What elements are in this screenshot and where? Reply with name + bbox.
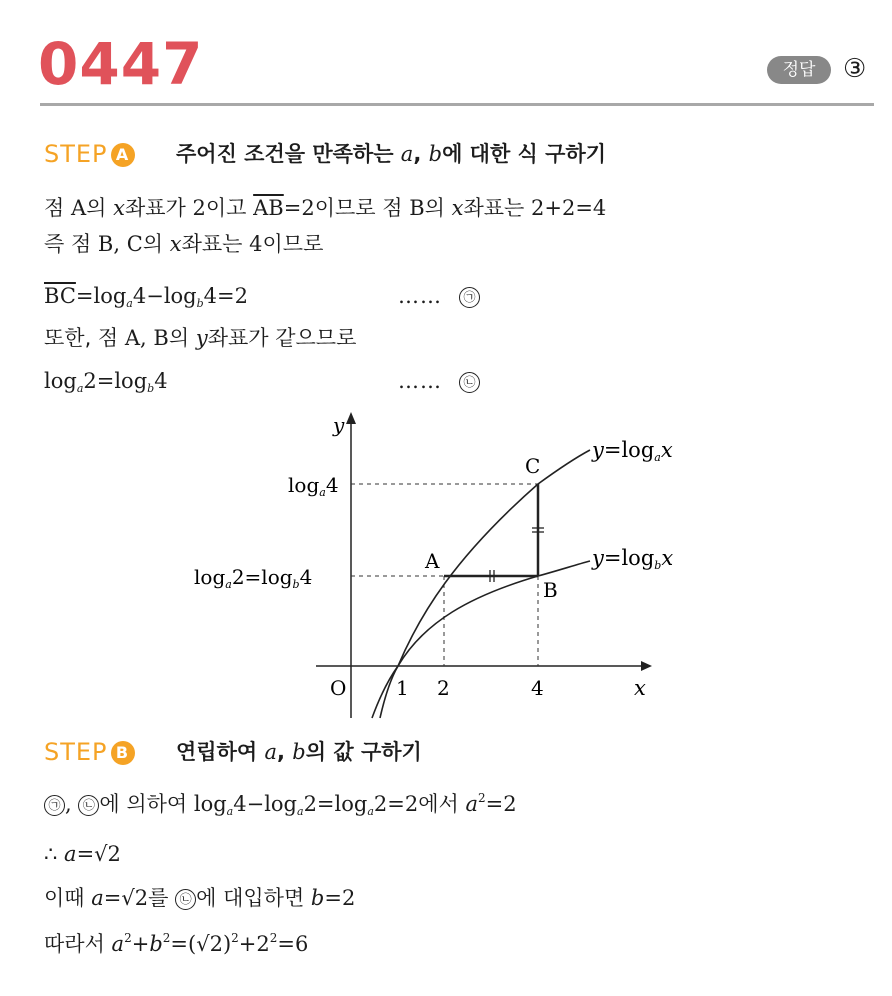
ylabel-mid: $\log_a2=\log_b4$ <box>194 565 313 591</box>
step-b-line-1: ㉠ , ㉡ 에 의하여 loga4−loga2=loga2=2에서 $a^2=2$ <box>44 788 517 824</box>
step-b-title: 연립하여 a, b의 값 구하기 <box>176 740 422 764</box>
ylabel-log-a-4: $\log_a4$ <box>288 473 339 499</box>
y-axis-label: y <box>333 413 345 437</box>
answer-choice: ③ <box>843 54 867 84</box>
origin-label: O <box>330 676 347 700</box>
step-a-line-2: 즉 점 B, C의 x좌표는 4이므로 <box>44 232 324 256</box>
step-a-line-5: loga2=logb4 <box>44 369 168 395</box>
step-b-line-3: 이때 a=√2를 ㉡ 에 대입하면 b=2 <box>44 886 356 910</box>
ref-circle-b: ㉡ <box>459 372 480 393</box>
step-b-line-2: ∴ a=√2 <box>44 842 121 866</box>
tick-label-1: 1 <box>396 676 409 700</box>
header-divider <box>40 103 874 106</box>
step-b-line-4: 따라서 $a^2+b^2=(√2)^2+2^2=6$ <box>44 931 309 956</box>
curve-b-label: y=logbx <box>592 546 674 572</box>
ellipsis: …… <box>398 284 442 308</box>
point-a-label: A <box>425 549 440 573</box>
step-b-letter: B <box>111 741 135 765</box>
log-graph <box>0 400 892 730</box>
answer-badge: 정답 <box>767 56 831 84</box>
x-axis-arrow <box>641 661 652 671</box>
point-c-label: C <box>525 454 541 478</box>
ellipsis: …… <box>398 369 442 393</box>
point-b-label: B <box>543 578 558 602</box>
tick-label-4: 4 <box>531 676 544 700</box>
problem-number: 0447 <box>38 30 204 98</box>
y-axis-arrow <box>346 412 356 424</box>
curve-a-label: y=logax <box>592 438 673 464</box>
ref-circle-a: ㉠ <box>459 287 480 308</box>
step-a-line-1: 점 A의 x좌표가 2이고 $\overline{AB}=2$이므로 점 B의 x좌표는 2+2=4 <box>44 196 607 220</box>
step-a-line-3: $\overline{BC}=\log a4-\log b4=2$ <box>44 284 248 310</box>
step-a-label: STEP A <box>44 139 135 169</box>
step-a-letter: A <box>111 143 135 167</box>
step-b-label: STEP B <box>44 737 135 767</box>
x-axis-label: x <box>634 676 646 700</box>
tick-label-2: 2 <box>437 676 450 700</box>
curve-log-a <box>380 450 590 718</box>
step-a-line-4: 또한, 점 A, B의 y좌표가 같으므로 <box>44 326 357 350</box>
step-a-title: 주어진 조건을 만족하는 a, b에 대한 식 구하기 <box>176 142 607 166</box>
